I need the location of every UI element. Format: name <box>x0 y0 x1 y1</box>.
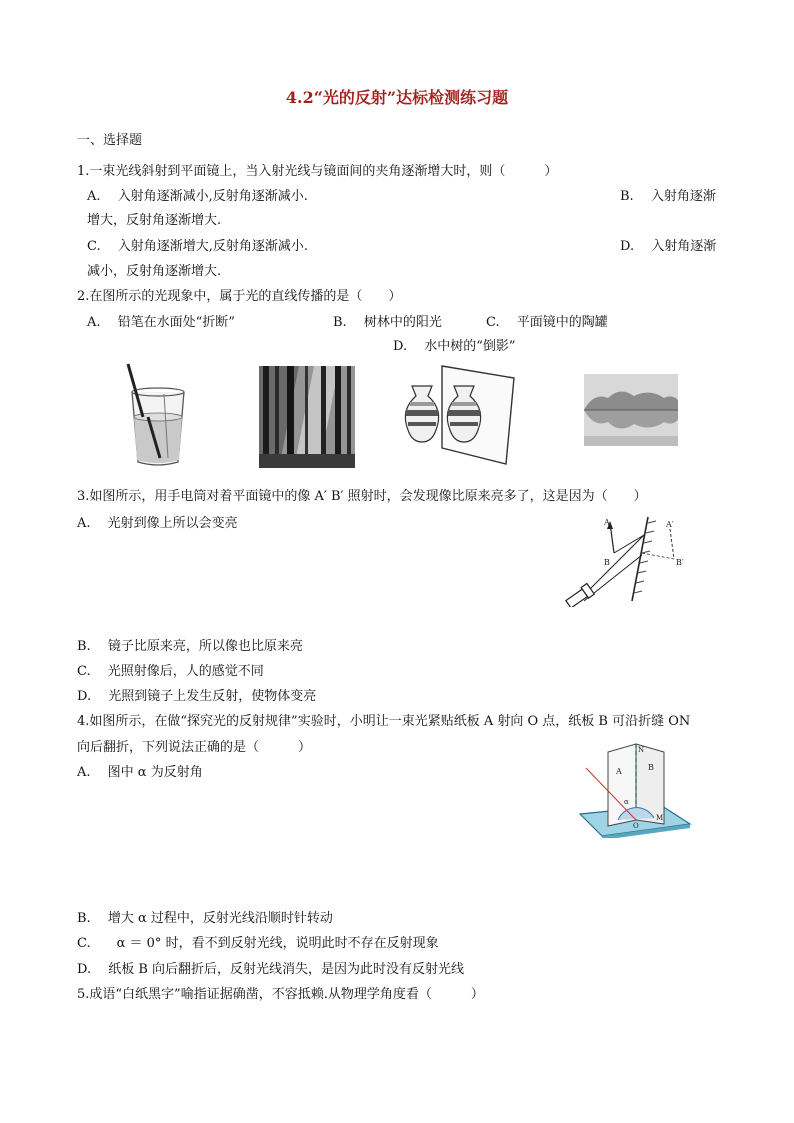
q3-label-b: B <box>604 558 610 567</box>
q3-stem: 3.如图所示，用手电筒对着平面镜中的像 A′ B′ 照射时，会发现像比原来亮多了，这是因为（ ） <box>77 489 647 504</box>
page-title: 4.2“光的反射”达标检测练习题 <box>285 88 509 107</box>
q2-option-b: B. 树林中的阳光 <box>333 315 442 330</box>
q1-option-d-cont: 减小，反射角逐渐增大. <box>87 264 222 279</box>
q1-option-c: C. 入射角逐渐增大,反射角逐渐减小. <box>87 239 309 254</box>
q2-option-a: A. 铅笔在水面处“折断” <box>87 315 235 330</box>
q4-option-a: A. 图中 α 为反射角 <box>77 765 203 780</box>
q5-stem: 5.成语“白纸黑字”喻指证据确凿，不容抵赖.从物理学角度看（ ） <box>77 987 484 1002</box>
pencil-in-water-image <box>118 362 198 468</box>
q4-stem-cont: 向后翻折，下列说法正确的是（ ） <box>77 740 312 755</box>
q4-stem: 4.如图所示，在做“探究光的反射规律”实验时，小明让一束光紧贴纸板 A 射向 O 点，纸板 B 可沿折缝 ON <box>77 714 691 729</box>
tree-reflection-image <box>584 374 678 446</box>
q3-option-a: A. 光射到像上所以会变亮 <box>77 516 238 531</box>
q2-stem: 2.在图所示的光现象中，属于光的直线传播的是（ ） <box>77 289 402 304</box>
q1-option-a: A. 入射角逐渐减小,反射角逐渐减小. <box>87 189 308 204</box>
q3-option-d: D. 光照到镜子上发生反射，使物体变亮 <box>77 689 317 704</box>
q3-option-b: B. 镜子比原来亮，所以像也比原来亮 <box>77 639 303 654</box>
q4-label-alpha: α <box>624 798 629 806</box>
q3-option-c: C. 光照射像后，人的感觉不同 <box>77 664 264 679</box>
q1-option-b: B. 入射角逐渐 <box>620 189 716 204</box>
q4-option-c: C. α ＝ 0° 时，看不到反射光线，说明此时不存在反射现象 <box>77 936 439 951</box>
q2-option-d: D. 水中树的“倒影” <box>393 339 516 354</box>
q1-option-b-cont: 增大，反射角逐渐增大. <box>87 213 222 228</box>
q3-label-a: A <box>604 518 610 527</box>
q3-label-b-prime: B′ <box>676 558 684 567</box>
q4-label-n: N <box>638 746 645 754</box>
q4-option-d: D. 纸板 B 向后翻折后，反射光线消失，是因为此时没有反射光线 <box>77 962 465 977</box>
flashlight-mirror-diagram <box>564 515 698 607</box>
q4-option-b: B. 增大 α 过程中，反射光线沿顺时针转动 <box>77 911 333 926</box>
q1-option-d: D. 入射角逐渐 <box>620 239 717 254</box>
section-heading: 一、选择题 <box>77 133 143 148</box>
q4-label-m: M <box>656 814 664 822</box>
mirror-vases-image <box>398 362 516 466</box>
q4-label-o: O <box>633 822 639 830</box>
q2-option-c: C. 平面镜中的陶罐 <box>486 315 608 330</box>
forest-sunlight-image <box>259 366 355 468</box>
q3-label-a-prime: A′ <box>666 520 674 529</box>
reflection-experiment-diagram <box>576 740 694 838</box>
q1-stem: 1.一束光线斜射到平面镜上，当入射光线与镜面间的夹角逐渐增大时，则（ ） <box>77 164 558 179</box>
q4-label-a: A <box>616 767 622 776</box>
q4-label-b: B <box>648 763 654 772</box>
